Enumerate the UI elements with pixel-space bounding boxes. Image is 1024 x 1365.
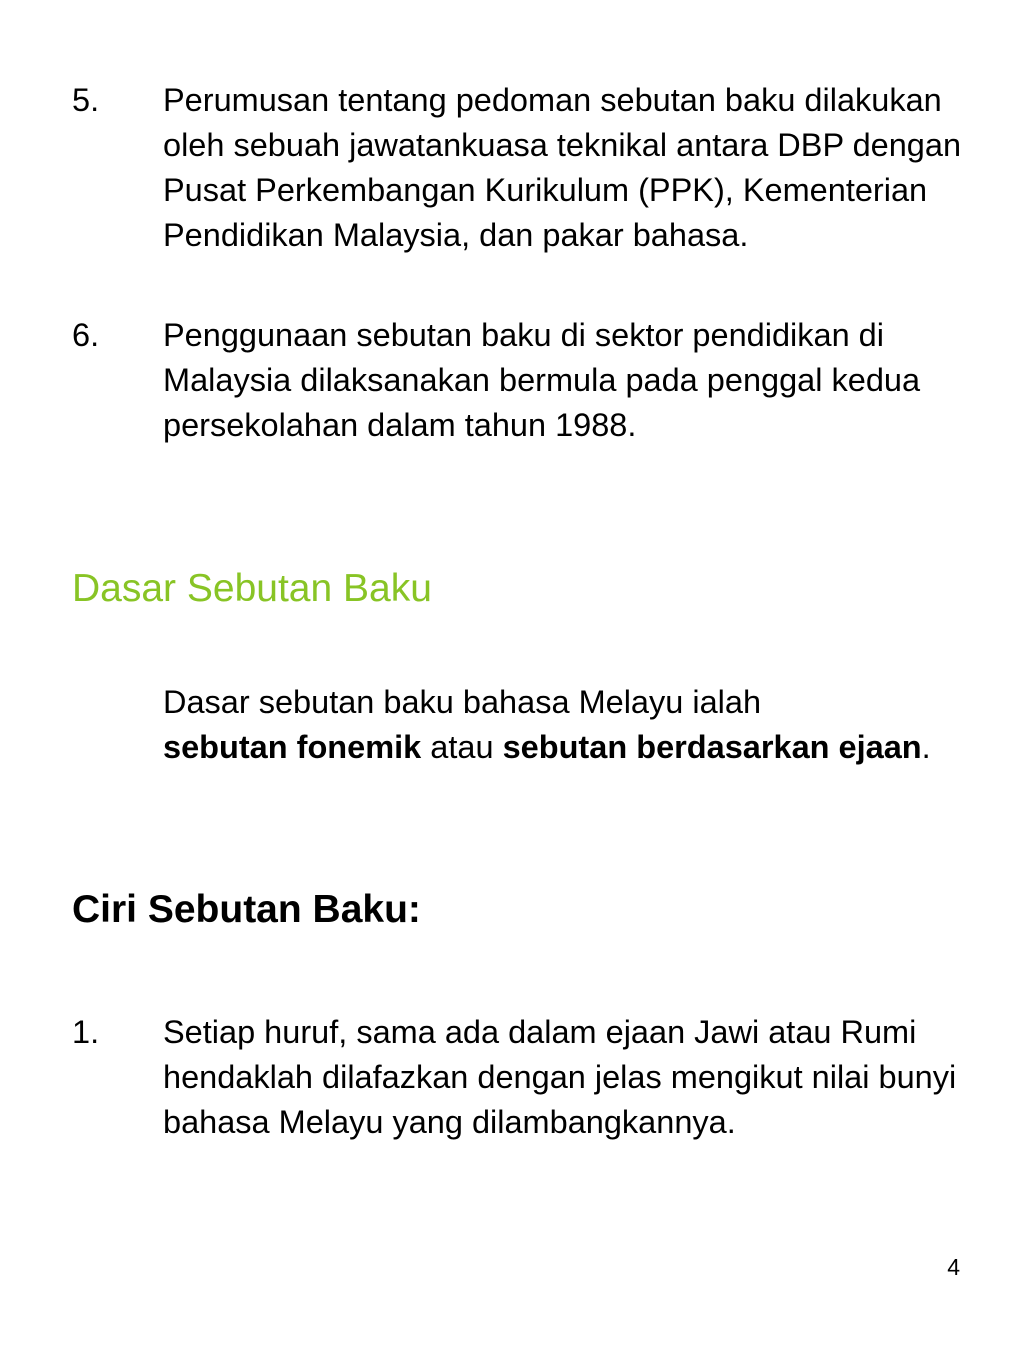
list-item-number: 5. <box>72 82 100 118</box>
policy-term-phonemic: sebutan fonemik <box>163 729 422 765</box>
policy-term-spelling: sebutan berdasarkan ejaan <box>502 729 922 765</box>
policy-paragraph <box>163 680 963 770</box>
policy-ending: . <box>921 729 931 765</box>
policy-intro: Dasar sebutan baku bahasa Melayu ialah <box>163 684 762 720</box>
list-item-text: Perumusan tentang pedoman sebutan baku dilakukan oleh sebuah jawatankuasa teknikal antara DBP dengan Pusat Perkembangan Kurikulum (PPK), Kementerian Pendidikan Malaysia, dan pakar bahasa. <box>163 82 962 253</box>
list-item-text: Penggunaan sebutan baku di sektor pendidikan di Malaysia dilaksanakan bermula pada penggal kedua persekolahan dalam tahun 1988. <box>163 317 921 443</box>
policy-connector: atau <box>430 729 494 765</box>
features-heading: Ciri Sebutan Baku: <box>72 888 421 931</box>
list-item-number: 1. <box>72 1014 100 1050</box>
list-item-number: 6. <box>72 317 100 353</box>
list-item-text: Setiap huruf, sama ada dalam ejaan Jawi atau Rumi hendaklah dilafazkan dengan jelas mengikut nilai bunyi bahasa Melayu yang dilambangkannya. <box>163 1014 957 1140</box>
page-number: 4 <box>947 1254 960 1280</box>
policy-heading: Dasar Sebutan Baku <box>72 567 432 610</box>
